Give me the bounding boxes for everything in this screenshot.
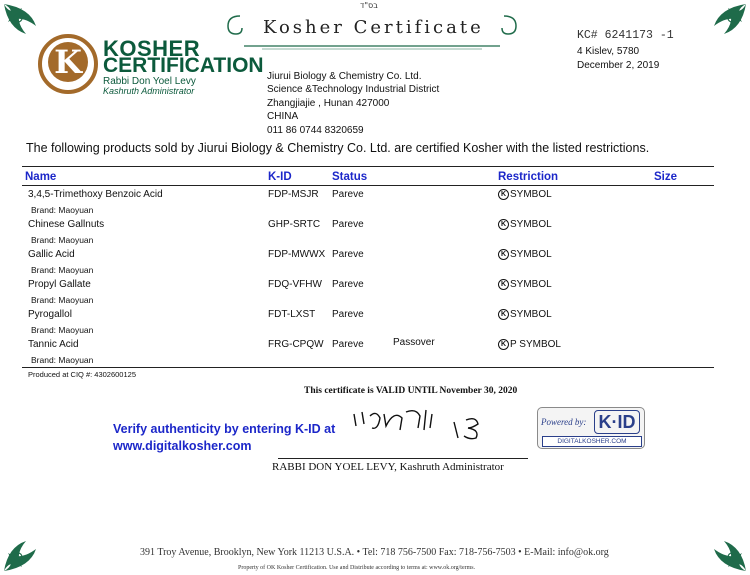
product-name: Gallic Acid xyxy=(28,249,75,260)
column-header-status: Status xyxy=(332,171,368,183)
logo-rabbi-title: Kashruth Administrator xyxy=(103,86,195,96)
logo-rabbi-name: Rabbi Don Yoel Levy xyxy=(103,76,196,87)
company-address-block xyxy=(267,70,439,137)
brand-line-kosher: KOSHER xyxy=(103,36,201,61)
kosher-k-symbol-icon: K xyxy=(498,279,509,290)
product-status: Pareve xyxy=(332,249,364,260)
product-name: Pyrogallol xyxy=(28,309,72,320)
product-kid: FDT-LXST xyxy=(268,309,316,320)
product-name: Propyl Gallate xyxy=(28,279,91,290)
kosher-k-symbol-icon: K xyxy=(498,219,509,230)
kc-number: KC# 6241173 -1 xyxy=(577,29,674,42)
ok-logo-icon: K xyxy=(48,42,88,82)
product-status: Pareve xyxy=(332,219,364,230)
product-kid: GHP-SRTC xyxy=(268,219,321,230)
corner-ornament-top-right xyxy=(680,0,750,60)
brand-line-certification: CERTIFICATION xyxy=(103,54,264,77)
column-header-kid: K-ID xyxy=(268,171,292,183)
validity-statement: This certificate is VALID UNTIL November 30, 2020 xyxy=(304,386,518,396)
product-brand: Brand: Maoyuan xyxy=(31,355,94,365)
verify-url[interactable]: www.digitalkosher.com xyxy=(113,439,252,453)
kosher-k-symbol-icon: K xyxy=(498,309,509,320)
product-name: Chinese Gallnuts xyxy=(28,219,105,230)
company-address-line1: Science &Technology Industrial District xyxy=(267,84,440,96)
product-brand: Brand: Maoyuan xyxy=(31,205,94,215)
product-status: Pareve xyxy=(332,279,364,290)
product-restriction: K SYMBOL xyxy=(498,309,552,320)
certificate-title: Kosher Certificate xyxy=(263,17,484,38)
product-status: Pareve xyxy=(332,339,364,350)
product-status: Pareve xyxy=(332,309,364,320)
issue-date: December 2, 2019 xyxy=(577,60,660,71)
produced-at-ciq: Produced at CIQ #: 4302600125 xyxy=(28,370,136,379)
product-name: 3,4,5-Trimethoxy Benzoic Acid xyxy=(28,189,163,200)
handwritten-signature xyxy=(350,404,500,444)
kosher-k-symbol-icon: K xyxy=(498,339,509,350)
product-kid: FDQ-VFHW xyxy=(268,279,322,290)
table-header-rule xyxy=(22,185,714,186)
product-brand: Brand: Maoyuan xyxy=(31,325,94,335)
signatory-name: RABBI DON YOEL LEVY, Kashruth Administrator xyxy=(272,461,504,473)
hebrew-date: 4 Kislev, 5780 xyxy=(577,46,640,57)
product-restriction: K SYMBOL xyxy=(498,219,552,230)
footer-terms: Property of OK Kosher Certification. Use and Distribute according to terms at: www.ok.org/terms. xyxy=(238,565,476,571)
hebrew-heading-mark: בס"ד xyxy=(360,1,378,10)
product-restriction: K SYMBOL xyxy=(498,189,552,200)
corner-ornament-bottom-right xyxy=(680,515,750,575)
company-address-line2: Zhangjiajie , Hunan 427000 xyxy=(267,97,390,109)
product-kid: FDP-MWWX xyxy=(268,249,326,260)
table-top-rule xyxy=(22,166,714,167)
product-brand: Brand: Maoyuan xyxy=(31,265,94,275)
footer-address: 391 Troy Avenue, Brooklyn, New York 11213 U.S.A. • Tel: 718 756-7500 Fax: 718-756-7503 • E-Mail: info@ok.org xyxy=(140,547,609,558)
certification-intro: The following products sold by Jiurui Biology & Chemistry Co. Ltd. are certified Kosher with the listed restrictions. xyxy=(26,141,650,155)
kosher-k-symbol-icon: K xyxy=(498,189,509,200)
product-restriction: K SYMBOL xyxy=(498,279,552,290)
product-brand: Brand: Maoyuan xyxy=(31,295,94,305)
column-header-restriction: Restriction xyxy=(498,171,559,183)
product-status: Pareve xyxy=(332,189,364,200)
table-bottom-rule xyxy=(22,367,714,368)
company-name: Jiurui Biology & Chemistry Co. Ltd. xyxy=(267,71,422,82)
column-header-name: Name xyxy=(25,171,57,183)
kid-site-label: DIGITALKOSHER.COM xyxy=(542,436,642,447)
verify-authenticity xyxy=(113,421,335,455)
product-brand: Brand: Maoyuan xyxy=(31,235,94,245)
product-restriction: K P SYMBOL xyxy=(498,339,561,350)
column-header-size: Size xyxy=(654,171,678,183)
signature-line xyxy=(278,458,528,459)
verify-instruction: Verify authenticity by entering K-ID at xyxy=(113,422,336,436)
product-kid: FRG-CPQW xyxy=(268,339,324,350)
kosher-k-symbol-icon: K xyxy=(498,249,509,260)
certificate-dates xyxy=(577,45,659,73)
corner-ornament-bottom-left xyxy=(0,515,70,575)
kid-powered-by: Powered by: xyxy=(541,417,587,427)
product-passover-note: Passover xyxy=(393,337,435,348)
company-country: CHINA xyxy=(267,111,299,123)
product-name: Tannic Acid xyxy=(28,339,79,350)
company-phone: 011 86 0744 8320659 xyxy=(267,124,364,136)
product-kid: FDP-MSJR xyxy=(268,189,319,200)
product-restriction: K SYMBOL xyxy=(498,249,552,260)
kid-logo-icon: K·ID xyxy=(594,410,640,434)
